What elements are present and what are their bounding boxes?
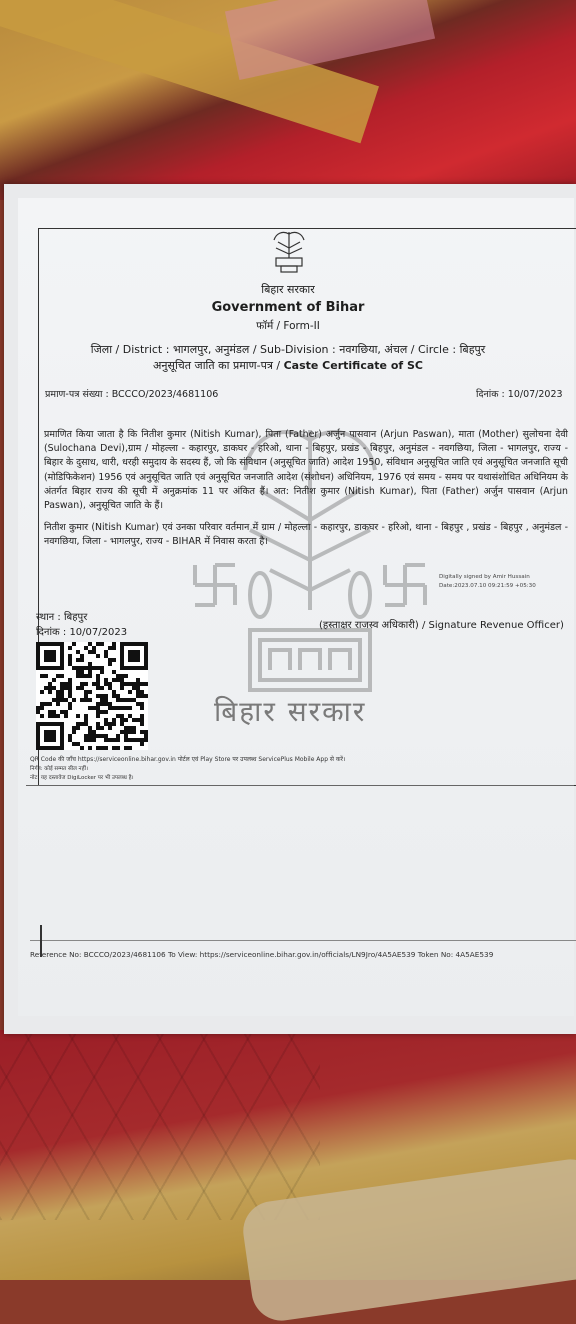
qr-verify-note: QR Code की जाँच https://serviceonline.bihar.gov.in पोर्टल एवं Play Store पर उपलब्ध ServicePlus Mobile App से करें। <box>30 756 346 763</box>
digital-signature-name: Digitally signed by Amir Hussain <box>439 574 530 580</box>
officer-signature-label: (हस्ताक्षर राजस्व अधिकारी) / Signature Revenue Officer) <box>319 620 564 631</box>
fabric-pattern <box>0 1030 320 1220</box>
certificate-title <box>0 358 576 373</box>
place: स्थान : बिहपुर <box>36 612 88 623</box>
watermark-text: बिहार सरकार <box>214 695 367 728</box>
bihar-emblem-icon <box>264 228 314 274</box>
residence-paragraph: नितीश कुमार (Nitish Kumar) एवं उनका परिवार वर्तमान में ग्राम / मोहल्ला - कहारपुर, डाकघर - हरिओ, थाना - बिहपुर , प्रखंड - बिहपुर , अनुमंडल - नवगछिया, जिला - भागलपुर, राज्य - BIHAR में निवास करता है। <box>44 522 568 548</box>
header-hindi-government: बिहार सरकार <box>261 283 315 296</box>
footer-reference: Reference No: BCCCO/2023/4681106 To View: https://serviceonline.bihar.gov.in/officials/LN9Jro/4A5AE539 Token No: 4A5AE539 <box>30 950 494 959</box>
background-fabric-bottom <box>0 1030 576 1280</box>
background-fabric-top <box>0 0 576 200</box>
digilocker-note: नोट: यह दस्तावेज DigiLocker पर भी उपलब्ध है। <box>30 775 134 781</box>
location-line: जिला / District : भागलपुर, अनुमंडल / Sub-Division : नवगछिया, अंचल / Circle : बिहपुर <box>90 343 486 356</box>
digital-signature-date: Date:2023.07.10 09:21:59 +05:30 <box>439 583 536 589</box>
fabric-stripe <box>225 0 435 80</box>
certificate-paragraph: प्रमाणित किया जाता है कि नितीश कुमार (Nitish Kumar), पिता (Father) अर्जुन पासवान (Arjun Paswan), माता (Mother) सुलोचना देवी (Sulochana Devi),ग्राम / मोहल्ला - कहारपुर, डाकघर - हरिओ, थाना - बिहपुर, प्रखंड - बिहपुर, अनुमंडल - नवगछिया, जिला - भागलपुर, राज्य - बिहार के दुसाध, धारी, धरही समुदाय के सदस्य हैं, जो कि संविधान (अनुसूचित जाति) आदेश 1950, संविधान अनुसूचित जाति एवं अनुसूचित जनजाति सूची (मोडिफिकेशन) 1956 एवं अनुसूचित जाति एवं अनुसूचित जनजाति आदेश (संशोधन) अधिनियम, 1976 एवं समय - समय पर यथासंशोधित अधिनियम के अंतर्गत बिहार राज्य की सूची में अनुक्रमांक 11 पर अंकित हैं। अत: नितीश कुमार (Nitish Kumar), पिता (Father) अर्जुन पासवान (Arjun Paswan), अनुसूचित जाति के हैं। <box>44 429 568 512</box>
header-government: Government of Bihar <box>211 300 365 315</box>
certificate-title-hindi: अनुसूचित जाति का प्रमाण-पत्र / <box>153 359 284 372</box>
footer-divider <box>30 940 576 941</box>
place-date: दिनांक : 10/07/2023 <box>36 627 128 638</box>
header-form: फॉर्म / Form-II <box>256 320 320 332</box>
certificate-title-english: Caste Certificate of SC <box>283 359 423 372</box>
qr-code <box>36 642 148 750</box>
divider <box>26 785 574 786</box>
issue-date: दिनांक : 10/07/2023 <box>476 389 563 400</box>
seal-note: निर्गत: कोई सम्मत सील नहीं। <box>30 766 89 772</box>
certificate-number: प्रमाण-पत्र संख्या : BCCCO/2023/4681106 <box>45 389 219 400</box>
